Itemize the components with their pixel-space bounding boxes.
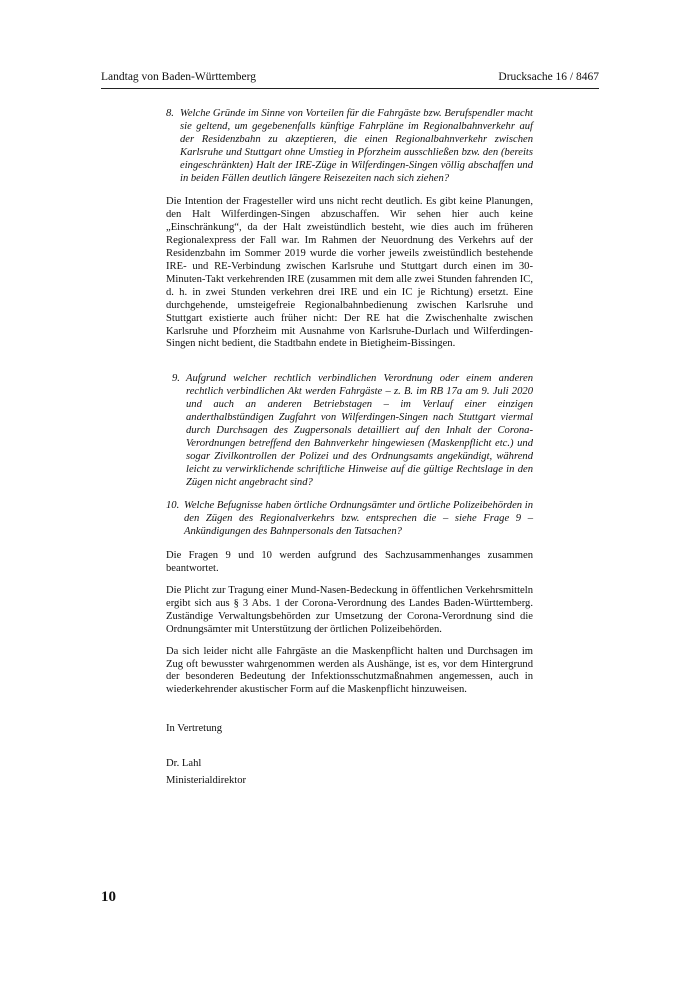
answer-9-10-paragraph-2: Da sich leider nicht alle Fahrgäste an die Maskenpflicht halten und Durchsagen im Zug oft bewusster wahrgenommen werden als Aushänge, ist es, vor dem Hintergrund der besonderen Bedeutung der Infektionsschutzmaßnahmen angemessen, auch in wiederkehrender akustischer Form auf die Maskenpflicht hinzuweisen. (166, 645, 533, 696)
question-text: Aufgrund welcher rechtlich verbindlichen Verordnung oder einem anderen rechtlich verbindlichen Akt werden Fahrgäste – z. B. im RB 17a am 9. Juli 2020 und auch an anderen Betriebstagen – im Verlauf einer einzigen anderthalbstündigen Zugfahrt von Wilferdingen-Singen nach Stuttgart viermal durch Durchsagen des Zugpersonals detailliert auf den Inhalt der Corona-Verordnungen betreffend den Bahnverkehr hingewiesen (Maskenpflicht etc.) und sogar Zivilkontrollen der Polizei und des Ordnungsamts angekündigt, während leicht zu verwirklichende schriftliche Hinweise auf die gültige Rechtslage in den Zügen nicht angebracht sind? (186, 373, 533, 488)
answer-8: Die Intention der Fragesteller wird uns nicht recht deutlich. Es gibt keine Planungen, den Halt Wilferdingen-Singen abzuschaffen. Wir sehen hier auch keine „Einschränkung“, da der Halt zweistündlich besteht, wie dies auch im früheren Regionalexpress der Fall war. Im Rahmen der Neuordnung des Verkehrs auf der Residenzbahn im Sommer 2019 wurde die vorher jeweils zweistündlich bestehende IRE- und RE-Verbindung zwischen Karlsruhe und Stuttgart durch einen im 30-Minuten-Takt verkehrenden IRE (zusammen mit dem alle zwei Stunden fahrenden IC, d. h. in zwei Stunden verkehren drei IRE und ein IC je Richtung) ersetzt. Eine durchgehende, umsteigefreie Regionalbahnbedienung zwischen Karlsruhe und Stuttgart existierte auch früher nicht: Der RE hat die Zwischenhalte zwischen Karlsruhe und Pforzheim mit Ausnahme von Karlsruhe-Durlach und Wilferdingen-Singen nicht bedient, die Stadtbahn endete in Bietigheim-Bissingen. (166, 196, 533, 350)
question-number: 10. (166, 500, 180, 512)
signature-title: Ministerialdirektor (166, 775, 247, 787)
page-number: 10 (101, 889, 116, 905)
question-number: 8. (166, 108, 174, 119)
signature-name: Dr. Lahl (166, 758, 202, 770)
answer-9-10-paragraph-1: Die Plicht zur Tragung einer Mund-Nasen-Bedeckung in öffentlichen Verkehrsmitteln ergibt sich aus § 3 Abs. 1 der Corona-Verordnung des Landes Baden-Württemberg. Zuständige Verwaltungsbehörden zur Umsetzung der Corona-Verordnung sind die Ordnungsämter mit Unterstützung der örtlichen Polizeibehörden. (166, 585, 533, 635)
question-number: 9. (172, 373, 180, 385)
question-10 (166, 500, 533, 539)
header-document-number: Drucksache 16 / 8467 (498, 71, 599, 83)
question-text: Welche Gründe im Sinne von Vorteilen für die Fahrgäste bzw. Berufspendler macht sie geltend, um gegebenenfalls künftige Fahrpläne im Regionalbahnverkehr auf der Residenzbahn zu akzeptieren, die einen Regionalbahnverkehr zwischen Karlsruhe und Stuttgart ohne Umstieg in Pforzheim ausschließen bzw. den (bereits eingeschränkten) Halt der IRE-Züge in Wilferdingen-Singen völlig abschaffen und in beiden Fällen deutlich längere Reisezeiten nach sich ziehen? (180, 108, 533, 184)
question-9 (172, 373, 533, 489)
answer-9-10-intro: Die Fragen 9 und 10 werden aufgrund des Sachzusammenhanges zusammen beantwortet. (166, 550, 533, 575)
signature-closing: In Vertretung (166, 723, 222, 735)
page-header (101, 68, 599, 89)
document-body (166, 108, 533, 788)
question-text: Welche Befugnisse haben örtliche Ordnungsämter und örtliche Polizeibehörden in den Zügen des Regionalverkehrs bzw. entsprechen die – siehe Frage 9 – Ankündigungen des Bahnpersonals den Tatsachen? (184, 500, 533, 538)
header-parliament: Landtag von Baden-Württemberg (101, 71, 256, 83)
question-8 (166, 108, 533, 185)
